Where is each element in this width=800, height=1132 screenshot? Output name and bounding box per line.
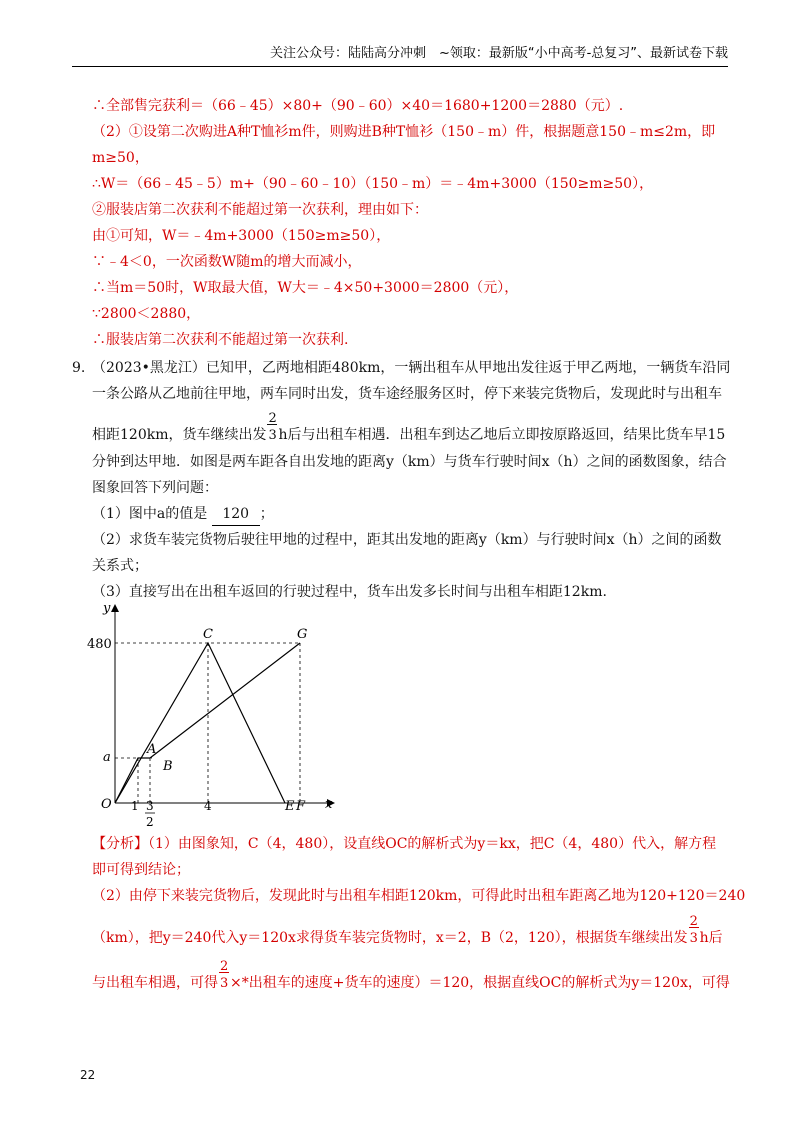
solution-line: ∴服装店第二次获利不能超过第一次获利. [92,332,349,348]
analysis-line [92,914,728,949]
taxi-line [115,643,285,803]
analysis-text: h后 [699,930,723,946]
question-part-2-cont: 关系式； [92,558,148,574]
point-F-label: F [296,799,306,814]
analysis-text: （km），把y＝240代入y＝120x求得货车装完货物时，x＝2，B（2，120），根据货车继续出发 [92,930,688,946]
solution-line: ∴全部售完获利＝（66﹣45）×80+（90﹣60）×40＝1680+1200＝2880（元）. [92,98,624,114]
solution-line: （2）①设第二次购进A种T恤衫m件，则购进B种T恤衫（150﹣m）件，根据题意150﹣m≤2m，即 [92,124,716,140]
question-line: 图象回答下列问题： [92,480,218,496]
question-part-3: （3）直接写出在出租车返回的行驶过程中，货车出发多长时间与出租车相距12km. [92,584,607,600]
fraction-denominator: 3 [220,976,229,991]
solution-line: ②服装店第二次获利不能超过第一次获利，理由如下： [92,202,428,218]
truck-line [115,643,300,803]
analysis-line: （2）由停下来装完货物后，发现此时与出租车相距120km，可得此时出租车距离乙地为120+120＝240 [92,888,746,904]
y-tick-480: 480 [87,637,112,652]
point-G-label: G [297,627,308,642]
solution-line: 由①可知，W＝﹣4m+3000（150≥m≥50）， [92,228,391,244]
x-tick-3: 3 [146,799,154,813]
question-number: 9. [72,360,86,376]
x-tick-4: 4 [204,799,212,813]
page-number: 22 [80,1068,96,1082]
fraction [218,959,230,994]
point-C-label: C [203,627,213,642]
point-B-label: B [163,759,173,774]
analysis-text: 与出租车相遇，可得 [92,975,218,991]
origin-label: O [101,797,112,812]
fraction-denominator: 3 [268,428,277,443]
question-line [92,411,728,446]
analysis-text: ×*出租车的速度+货车的速度）＝120，根据直线OC的解析式为y＝120x，可得 [230,975,730,991]
y-axis-label: y [103,601,111,616]
fraction [688,914,700,949]
analysis-line: 即可得到结论； [92,862,190,878]
fraction [266,411,278,446]
solution-line: ∵﹣4＜0，一次函数W随m的增大而减小， [92,254,362,270]
question-part-1 [92,503,728,526]
header-text: 关注公众号：陆陆高分冲刺 ~领取：最新版“小中高考-总复习”、最新试卷下载 [269,46,728,61]
fraction-numerator: 2 [689,914,698,929]
question-line: 一条公路从乙地前往甲地，两车同时出发，货车途经服务区时，停下来装完货物后，发现此时与出租车 [92,386,722,402]
question-text: 相距120km，货车继续出发 [92,427,267,443]
analysis-text: （1）由图象知，C（4，480），设直线OC的解析式为y＝kx，把C（4，480）代入，解方程 [148,836,717,852]
solution-line: ∴W＝（66﹣45﹣5）m+（90﹣60﹣10）（150﹣m）＝﹣4m+3000（150≥m≥50）， [92,176,654,192]
question-text: h后与出租车相遇．出租车到达乙地后立即按原路返回，结果比货车早15 [278,427,726,443]
x-axis-label: x [325,797,333,812]
point-E-label: E [285,799,295,814]
solution-line: ∵2800＜2880， [92,306,201,322]
part-1-end: ； [259,506,274,522]
page-header [72,40,728,67]
analysis-line [92,959,730,994]
fraction-denominator: 3 [689,931,698,946]
part-1-answer: 120 [212,503,260,526]
analysis-tag: 【分析】 [92,836,148,852]
analysis-line-1 [92,833,728,855]
point-A-label: A [147,742,157,757]
solution-line: ∴当m＝50时，W取最大值，W大＝﹣4×50+3000＝2800（元）， [92,280,519,296]
x-tick-2: 2 [146,815,154,829]
y-tick-a: a [103,750,111,765]
x-tick-1: 1 [131,799,139,813]
part-1-text: （1）图中a的值是 [92,506,208,522]
solution-line: m≥50， [92,150,149,166]
fraction-numerator: 2 [268,411,277,426]
question-line: （2023•黑龙江）已知甲，乙两地相距480km，一辆出租车从甲地出发往返于甲乙两地，一辆货车沿同 [92,360,731,376]
question-line: 分钟到达甲地．如图是两车距各自出发地的距离y（km）与货车行驶时间x（h）之间的函数图象，结合 [92,454,727,470]
question-part-2: （2）求货车装完货物后驶往甲地的过程中，距其出发地的距离y（km）与行驶时间x（h）之间的函数 [92,532,722,548]
fraction-numerator: 2 [220,959,229,974]
function-graph [87,598,345,838]
